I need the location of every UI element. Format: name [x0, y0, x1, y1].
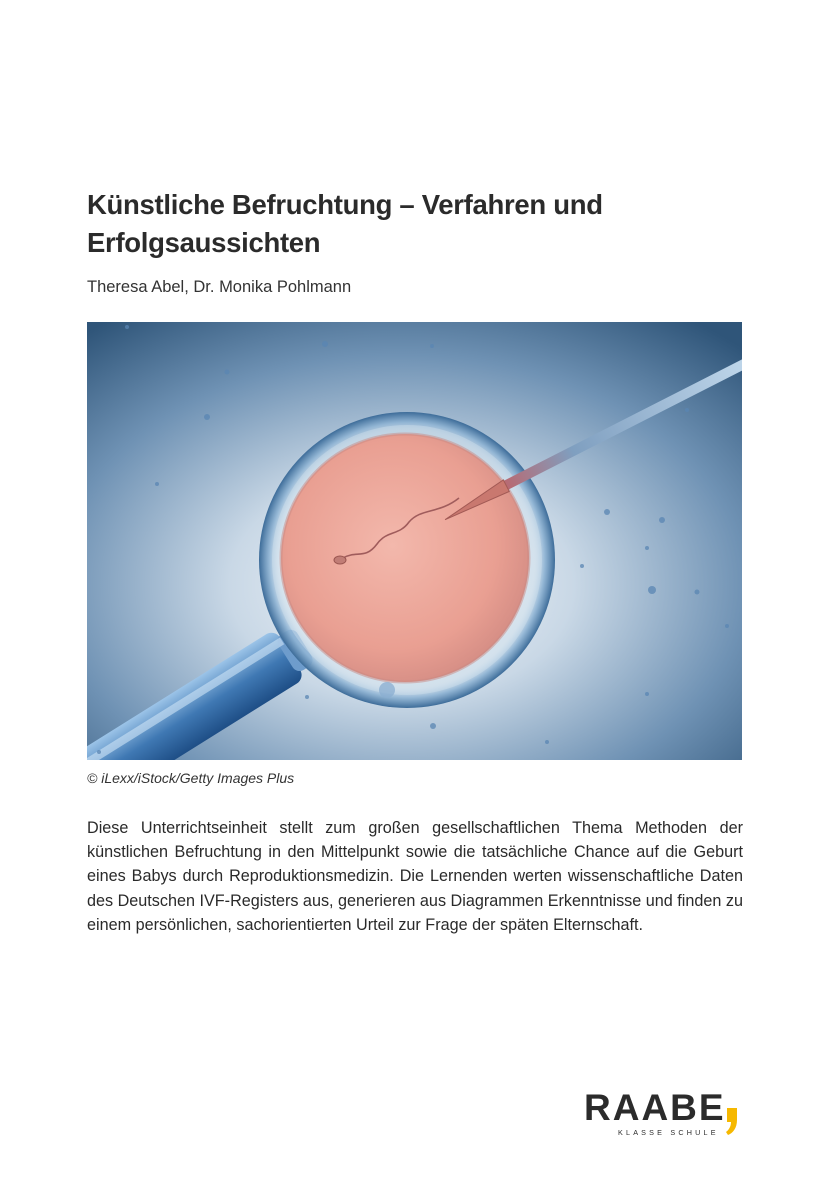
raabe-logo	[584, 1088, 749, 1142]
logo-comma-icon	[725, 1106, 739, 1136]
title-line-1: Künstliche Befruchtung – Verfahren und	[87, 189, 603, 221]
abstract-paragraph: Diese Unterrichtseinheit stellt zum großen gesellschaftlichen Thema Methoden der künstlichen Befruchtung in den Mittelpunkt sowie die tatsächliche Chance auf die Geburt eines Babys durch Reproduktionsmedizin. Die Lernenden werten wissenschaftliche Daten des Deutschen IVF-Registers aus, generieren aus Diagrammen Erkenntnisse und finden zu einem persönlichen, sachorientierten Urteil zur Frage der späten Elternschaft.	[87, 819, 743, 934]
authors: Theresa Abel, Dr. Monika Pohlmann	[87, 278, 352, 296]
document-title	[87, 186, 767, 262]
ivf-injection-photo	[87, 322, 742, 760]
logo-tagline: KLASSE SCHULE	[618, 1128, 719, 1137]
image-credit: © iLexx/iStock/Getty Images Plus	[87, 770, 295, 786]
title-line-2: Erfolgsaussichten	[87, 227, 321, 259]
logo-wordmark: RAABE	[584, 1087, 726, 1128]
